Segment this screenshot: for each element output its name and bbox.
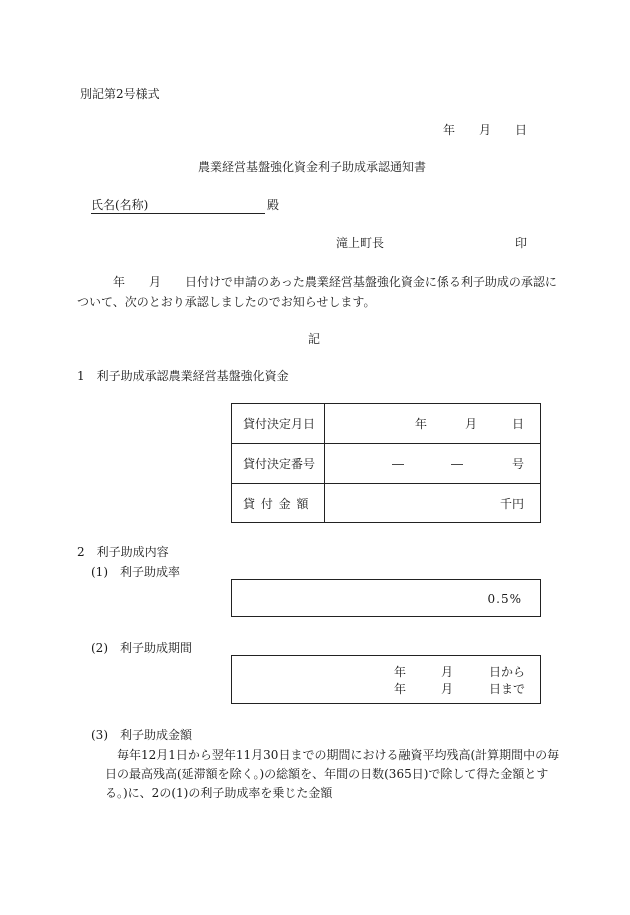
table-row-label: 貸付決定番号	[243, 457, 316, 471]
intro-line-2: ついて、次のとおり承認しましたのでお知らせします。	[77, 295, 376, 309]
table-cell: ―	[451, 457, 463, 471]
table-row-label: 貸付決定月日	[243, 417, 316, 431]
rate-value: 0.5%	[487, 592, 522, 606]
table-cell: 千円	[500, 497, 525, 511]
section2-heading: 2 利子助成内容	[77, 545, 169, 559]
date-day: 日	[515, 123, 528, 137]
table-cell: ―	[392, 457, 404, 471]
period-from-month: 月	[441, 665, 454, 679]
recipient-honorific: 殿	[267, 198, 280, 212]
intro-month: 月	[149, 275, 162, 289]
table-row-separator	[232, 483, 540, 484]
table-row-separator	[232, 443, 540, 444]
date-month: 月	[479, 123, 492, 137]
table-row-label: 貸 付 金 額	[243, 497, 310, 511]
amount-label: (3) 利子助成金額	[91, 728, 192, 742]
document-title: 農業経営基盤強化資金利子助成承認通知書	[198, 160, 427, 174]
table-cell: 月	[465, 417, 478, 431]
period-label: (2) 利子助成期間	[91, 641, 192, 655]
amount-line-3: る。)に、2の(1)の利子助成率を乗じた金額	[105, 786, 333, 800]
date-year: 年	[443, 123, 456, 137]
table-cell: 年	[415, 417, 428, 431]
table-cell: 号	[512, 457, 525, 471]
rate-box	[231, 579, 541, 617]
table-cell: 日	[512, 417, 525, 431]
amount-line-1: 毎年12月1日から翌年11月30日までの期間における融資平均残高(計算期間中の毎	[117, 748, 560, 762]
rate-label: (1) 利子助成率	[91, 565, 180, 579]
period-box	[231, 655, 541, 704]
seal-mark: 印	[515, 236, 528, 250]
section1-heading: 1 利子助成承認農業経営基盤強化資金	[77, 369, 289, 383]
ki-marker: 記	[308, 332, 321, 346]
period-to-year: 年	[394, 682, 407, 696]
period-from-suffix: 日から	[489, 665, 526, 679]
period-from-year: 年	[394, 665, 407, 679]
recipient-underline	[91, 213, 265, 214]
loan-table	[231, 403, 541, 523]
form-id: 別記第2号様式	[80, 87, 160, 101]
period-to-month: 月	[441, 682, 454, 696]
table-divider	[324, 404, 325, 522]
intro-line-1: 日付けで申請のあった農業経営基盤強化資金に係る利子助成の承認に	[185, 275, 557, 289]
intro-year: 年	[113, 275, 126, 289]
amount-line-2: 日の最高残高(延滞額を除く。)の総額を、年間の日数(365日)で除して得た金額とす	[105, 767, 549, 781]
recipient-label: 氏名(名称)	[91, 198, 149, 212]
period-to-suffix: 日まで	[489, 682, 526, 696]
issuer-name: 滝上町長	[336, 236, 385, 250]
